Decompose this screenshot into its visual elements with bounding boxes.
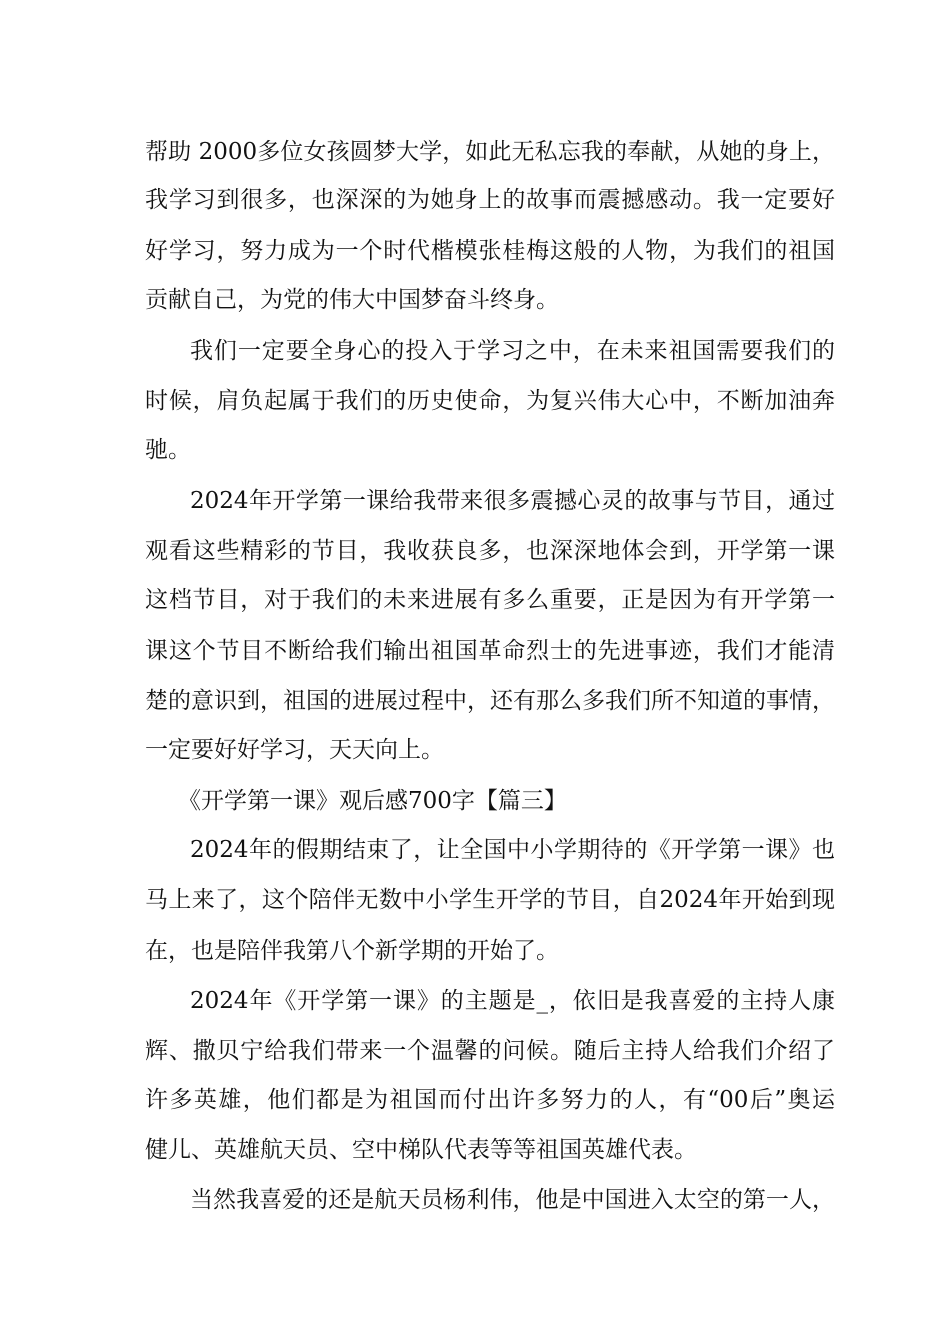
text-line: 贡献自己，为党的伟大中国梦奋斗终身。 [145, 287, 559, 313]
text-line: 好学习，努力成为一个时代楷模张桂梅这般的人物，为我们的祖国 [145, 238, 835, 264]
text-line: 楚的意识到，祖国的进展过程中，还有那么多我们所不知道的事情， [145, 688, 835, 714]
text-line: 一定要好好学习，天天向上。 [145, 737, 444, 763]
text-line: 健儿、英雄航天员、空中梯队代表等等祖国英雄代表。 [145, 1137, 697, 1163]
text-line: 时候，肩负起属于我们的历史使命，为复兴伟大心中，不断加油奔 [145, 388, 835, 414]
text-line: 许多英雄，他们都是为祖国而付出许多努力的人，有“00后”奥运 [145, 1087, 835, 1113]
text-line: 在，也是陪伴我第八个新学期的开始了。 [145, 938, 559, 964]
paragraph-first-line: 当然我喜爱的还是航天员杨利伟，他是中国进入太空的第一人， [190, 1187, 835, 1213]
text-line: 我学习到很多，也深深的为她身上的故事而震撼感动。我一定要好 [145, 187, 835, 213]
text-line: 课这个节目不断给我们输出祖国革命烈士的先进事迹，我们才能清 [145, 638, 835, 664]
paragraph-first-line: 2024年开学第一课给我带来很多震撼心灵的故事与节目，通过 [190, 488, 835, 514]
text-line: 这档节目，对于我们的未来进展有多么重要，正是因为有开学第一 [145, 587, 835, 613]
section-heading: 《开学第一课》观后感700字【篇三】 [178, 788, 567, 814]
text-line: 帮助 2000多位女孩圆梦大学，如此无私忘我的奉献，从她的身上， [145, 139, 835, 165]
text-line: 驰。 [145, 437, 191, 463]
text-line: 马上来了，这个陪伴无数中小学生开学的节目，自2024年开始到现 [145, 887, 835, 913]
paragraph-first-line: 2024年《开学第一课》的主题是_，依旧是我喜爱的主持人康 [190, 988, 835, 1014]
text-line: 辉、撒贝宁给我们带来一个温馨的问候。随后主持人给我们介绍了 [145, 1038, 835, 1064]
paragraph-first-line: 我们一定要全身心的投入于学习之中，在未来祖国需要我们的 [190, 338, 835, 364]
text-line: 观看这些精彩的节目，我收获良多，也深深地体会到，开学第一课 [145, 538, 835, 564]
paragraph-first-line: 2024年的假期结束了，让全国中小学期待的《开学第一课》也 [190, 837, 835, 863]
